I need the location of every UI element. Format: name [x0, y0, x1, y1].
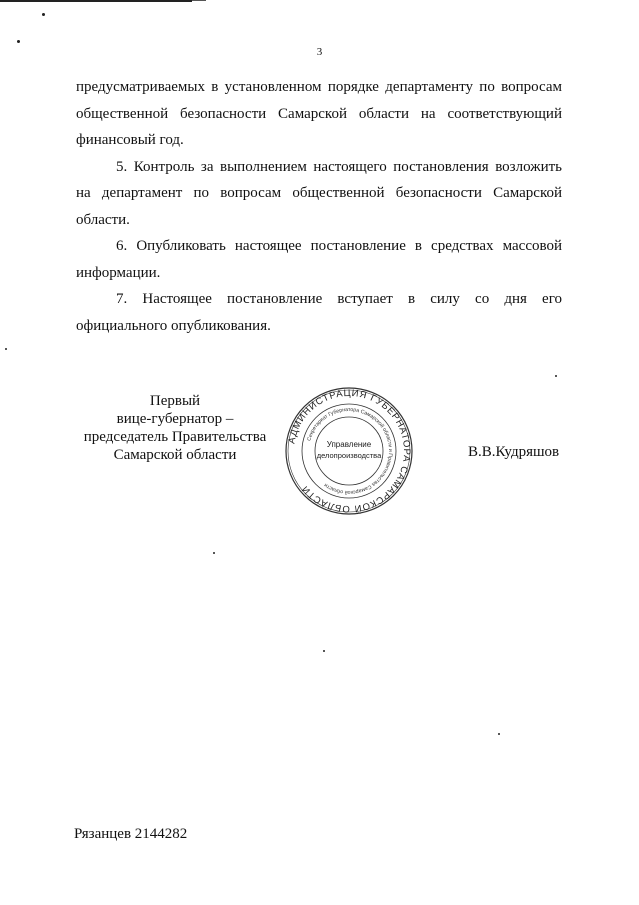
page-number: 3: [316, 46, 323, 58]
signatory-name: В.В.Кудряшов: [468, 444, 560, 460]
scan-speck: [5, 348, 7, 350]
seal-center-line2: делопроизводства: [316, 451, 382, 460]
scan-speck: [498, 733, 500, 735]
paragraph-item-6: 6. Опубликовать настоящее постановление в средствах массовой информации.: [76, 238, 562, 281]
document-body: [76, 74, 562, 339]
official-seal: [284, 386, 414, 516]
scan-edge-line: [0, 0, 192, 2]
signatory-title-line: Первый: [149, 393, 201, 409]
paragraph-item-7: 7. Настоящее постановление вступает в силу со дня его официального опубликования.: [76, 291, 562, 334]
signatory-title-line: Самарской области: [113, 447, 237, 463]
seal-outer-text: АДМИНИСТРАЦИЯ ГУБЕРНАТОРА САМАРСКОЙ ОБЛАСТИ: [286, 387, 413, 515]
seal-center-line1: Управление: [326, 440, 372, 449]
scan-speck: [323, 650, 325, 652]
scan-speck: [17, 40, 20, 43]
scan-speck: [213, 552, 215, 554]
signatory-title-line: вице-губернатор –: [116, 411, 234, 427]
scan-speck: [555, 375, 557, 377]
paragraph-item-5: 5. Контроль за выполнением настоящего постановления возложить на департамент по вопросам общественной безопасности Самарской области.: [76, 158, 562, 228]
seal-inner-text: Секретариат Губернатора Самарской области и Правительства Самарской области: [306, 406, 394, 496]
signatory-title: [60, 392, 290, 464]
signatory-title-line: председатель Правительства: [83, 429, 267, 445]
scan-edge-line-tail: [192, 0, 206, 1]
scan-speck: [42, 13, 45, 16]
executor-note: Рязанцев 2144282: [74, 826, 188, 842]
paragraph-continuation: предусматриваемых в установленном порядке департаменту по вопросам общественной безопасности Самарской области на соответствующий финансовый год.: [76, 79, 562, 148]
